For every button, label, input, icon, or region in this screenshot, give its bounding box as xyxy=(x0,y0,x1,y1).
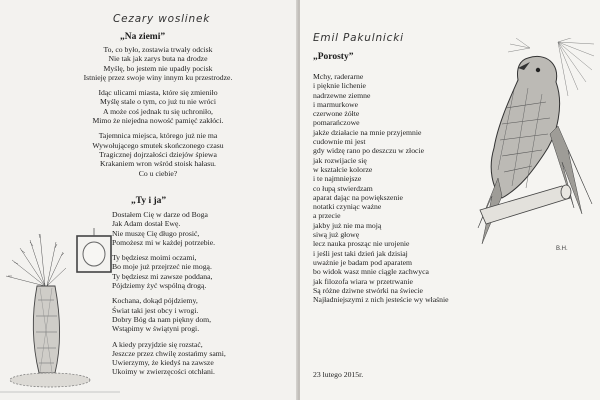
poem-line: Świat taki jest obcy i wrogi. xyxy=(112,305,199,315)
poem-line: gdy widzę rano po deszczu w złocie xyxy=(313,146,424,156)
poem1-title: „Na ziemi” xyxy=(120,32,166,42)
poem-line: Jeszcze przez chwilę zostańmy sami, xyxy=(112,348,226,358)
poem-line: Bo moje już przejrzeć nie mogą. xyxy=(112,262,212,272)
poem-line: notatki czyniąc ważne xyxy=(313,202,382,212)
poem-date: 23 lutego 2015r. xyxy=(313,370,364,379)
poem-line: nadrzewne ziemne xyxy=(313,90,371,100)
poem-line: Jak Adam dostał Ewę. xyxy=(112,219,181,229)
poem-line: w kształcie kolorze xyxy=(313,164,373,174)
tall-vase xyxy=(33,286,59,373)
poem-line: jakże działacie na mnie przyjemnie xyxy=(313,127,422,137)
poem-line: To, co było, zostawia trwały odcisk xyxy=(103,45,213,54)
vase-drawing xyxy=(0,228,120,400)
poem-line: Nie muszę Cię długo prosić, xyxy=(112,228,200,238)
poem-line: siwą już głowę xyxy=(313,230,360,240)
poem-line: Najładniejszymi z nich jesteście wy właśnie xyxy=(313,295,449,305)
poem-line: lecz nauka prosząc nie urojenie xyxy=(313,239,410,249)
poem-line: Są różne dziwne stwórki na świecie xyxy=(313,285,423,295)
right-author: Emil Pakulnicki xyxy=(313,32,404,44)
right-page xyxy=(300,0,600,400)
poem-line: Pomożesz mi w każdej potrzebie. xyxy=(112,237,216,247)
flower-sprays xyxy=(6,234,66,286)
poem-line: Co u ciebie? xyxy=(138,168,178,178)
poem-line: jak rozwijacie się xyxy=(313,155,367,165)
poem-line: Pójdziemy żyć wspólną drogą. xyxy=(112,281,207,291)
poem-line: i pięknie lichenie xyxy=(313,81,366,91)
poem-line: Dobry Bóg da nam piękny dom, xyxy=(112,314,212,324)
right-poem-title: „Porosty” xyxy=(313,52,354,62)
poem-line: jak filozofa wiara w przetrwanie xyxy=(313,276,413,286)
poem-line: Mimo że niejedna nowość pamięć zakłóci. xyxy=(92,116,224,126)
poem-line: Uwierzymy, że kiedyś na zawsze xyxy=(112,358,214,368)
poem-line: Ty będziesz moimi oczami, xyxy=(112,253,197,263)
poem-line: i jeśli jest taki dzień jak dzisiaj xyxy=(313,248,408,258)
poem-line: Mchy, raderarne xyxy=(313,72,364,81)
poem-line: Dostałem Cię w darze od Boga xyxy=(112,210,208,219)
picture-frame xyxy=(77,228,111,272)
poem-line: Myślę, bo jestem nie upadły pocisk xyxy=(103,63,213,73)
poem-line: cudownie mi jest xyxy=(313,137,366,147)
poem2-title: „Ty i ja” xyxy=(131,196,167,206)
poem1-text xyxy=(48,45,268,178)
poem-line: i marmurkowe xyxy=(313,99,359,109)
poem-line: Wywołującego smutek skończonego czasu xyxy=(92,140,224,150)
poem-line: Krakaniem wron wśród stoisk hałasu. xyxy=(100,159,216,169)
poem-line: co łupą stwierdzam xyxy=(313,183,373,193)
poem2-text xyxy=(112,210,292,377)
poem-line: Idąc ulicami miasta, które się zmieniło xyxy=(98,88,218,98)
poem-line: Ty będziesz mi zawsze poddana, xyxy=(112,271,213,281)
poem-line: a przecie xyxy=(313,211,341,221)
poem-line: uważnie je badam pod aparatem xyxy=(313,257,413,267)
left-page xyxy=(0,0,298,400)
poem-line: Kochana, dokąd pójdziemy, xyxy=(112,296,198,306)
poem-line: Myślę stale o tym, co już tu nie wróci xyxy=(100,97,216,107)
poem-line: bo widok wasz mnie ciągle zachwyca xyxy=(313,267,429,277)
poem-line: czerwone żółte xyxy=(313,109,360,119)
poem-line: Istnieję przez swoje winy innym ku przestrodze. xyxy=(83,72,233,82)
floor-mat xyxy=(0,373,120,392)
poem-line: A może coś jednak tu się uchroniło, xyxy=(103,106,213,116)
artist-signature: B.H. xyxy=(556,246,568,252)
right-poem-text xyxy=(313,72,593,304)
poem-line: Wstąpimy w świątyni progi. xyxy=(112,324,200,334)
poem-line: aparat dając na powiększenie xyxy=(313,192,403,202)
poem-line: A kiedy przyjdzie się rozstać, xyxy=(112,339,203,349)
poem-line: Ukoimy w zwierzęcości otchłani. xyxy=(112,367,215,377)
poem-line: jakby już nie ma moją xyxy=(313,220,382,230)
poem-line: pomarańczowe xyxy=(313,118,360,128)
left-author: Cezary woslinek xyxy=(113,13,211,25)
poem-line: i te najmniejsze xyxy=(313,174,362,184)
poem-line: Tajemnica miejsca, którego już nie ma xyxy=(98,131,218,141)
poem-line: Nie tak jak zarys buta na drodze xyxy=(108,54,208,64)
poem-line: Tragicznej dojrzałości dziejów śpiewa xyxy=(99,149,217,159)
